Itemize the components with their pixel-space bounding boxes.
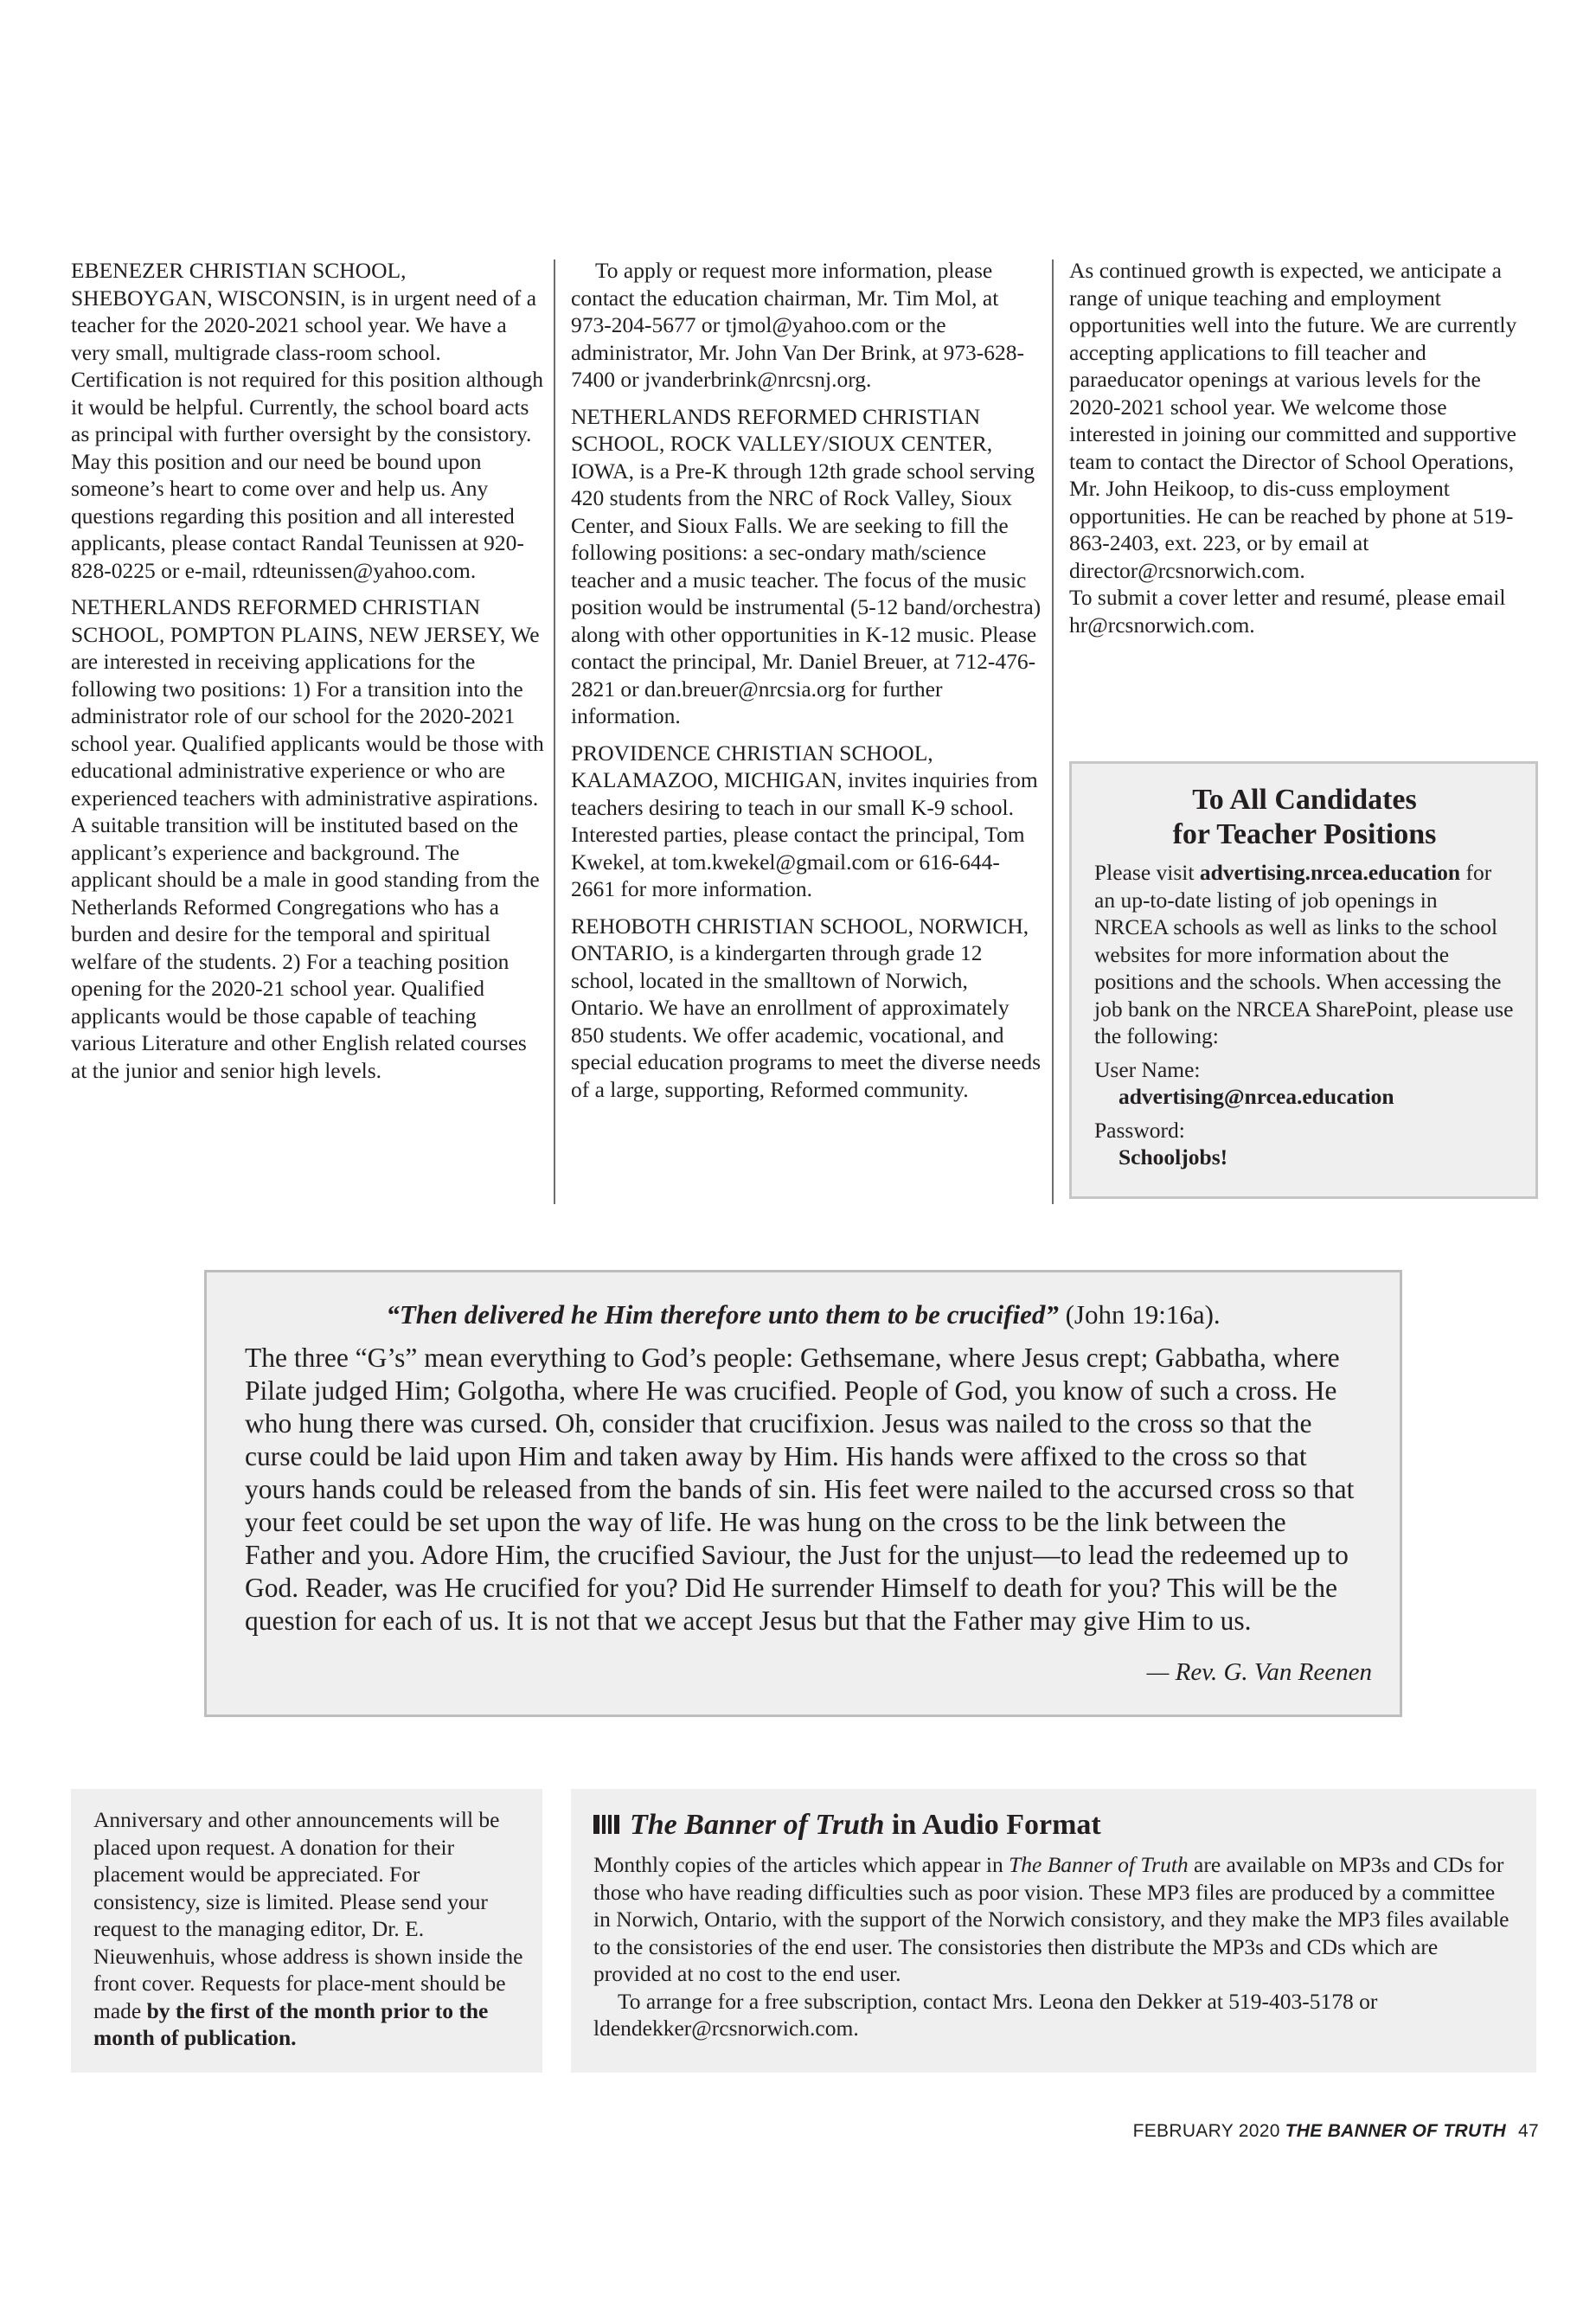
column-divider [554,260,555,1204]
rehoboth-submit: To submit a cover letter and resumé, please email hr@rcsnorwich.com. [1069,585,1506,638]
job-site-link[interactable]: advertising.nrcea.education [1199,860,1461,885]
audio-bars-icon [593,1808,619,1843]
username-value: advertising@nrcea.education [1118,1084,1394,1109]
teacher-candidates-box [1069,761,1538,1199]
page-footer [1133,2121,1539,2142]
column-1 [71,257,545,1093]
ad-pompton-plains: NETHERLANDS REFORMED CHRISTIAN SCHOOL, POMPTON PLAINS, NEW JERSEY, We are interested in receiving applications for the following two positions: 1) For a transition into the administrator role of our school for the 2020-2021 school year. Qualified applicants would be those with educational administrative experience or who are experienced teachers with administrative aspirations. A suitable transition will be instituted based on the applicant’s experience and background. The applicant should be a male in good standing from the Netherlands Reformed Congregations who has a burden and desire for the temporal and spiritual welfare of the students. 2) For a teaching position opening for the 2020-21 school year. Qualified applicants would be those capable of teaching various Literature and other English related courses at the junior and senior high levels. [71,594,544,1083]
ad-ebenezer: EBENEZER CHRISTIAN SCHOOL, SHEBOYGAN, WISCONSIN, is in urgent need of a teacher for the 2020-2021 school year. We have a very small, multigrade class-room school. Certification is not required for this position although it would be helpful. Currently, the school board acts as principal with further oversight by the consistory. May this position and our need be bound upon someone’s heart to come over and help us. Any questions regarding this position and all interested applicants, please contact Randal Teunissen at 920-828-0225 or e-mail, rdteunissen@yahoo.com. [71,258,544,583]
username-label: User Name: [1094,1056,1201,1082]
ad-providence: PROVIDENCE CHRISTIAN SCHOOL, KALAMAZOO, MICHIGAN, invites inquiries from teachers desiring to teach in our small K-9 school. Interested parties, please contact the principal, Tom Kwekel, at tom.kwekel@gmail.com or 616-644-2661 for more information. [571,740,1038,901]
candidates-title: To All Candidates for Teacher Positions [1172,784,1437,850]
column-3 [1069,257,1536,648]
meditation-attribution: — Rev. G. Van Reenen [1146,1658,1372,1686]
announcements-deadline: by the first of the month prior to the month of publication. [93,1997,489,2050]
scripture-verse: “Then delivered he Him therefore unto them to be crucified” [386,1299,1059,1330]
rehoboth-continued: As continued growth is expected, we anticipate a range of unique teaching and employment opportunities well into the future. We are currently accepting applications to fill teacher and paraeducator openings at various levels for the 2020-2021 school year. We welcome those interested in joining our committed and supportive team to contact the Director of School Operations, Mr. John Heikoop, to dis-cuss employment opportunities. He can be reached by phone at 519-863-2403, ext. 223, or by email at director@rcsnorwich.com. [1069,258,1517,583]
audio-format-box [571,1789,1536,2073]
scripture-reference: (John 19:16a). [1058,1299,1221,1330]
password-label: Password: [1094,1117,1185,1143]
meditation-heading [236,1298,1370,1331]
announcements-box [71,1789,542,2073]
announcements-text: Anniversary and other announcements will be placed upon request. A donation for their placement would be appreciated. For consistency, size is limited. Please send your request to the managing editor, Dr. E. Nieuwenhuis, whose address is shown inside the front cover. Requests for place-ment should be made [93,1807,523,2023]
meditation-box [204,1270,1402,1717]
audio-title: The Banner of Truth in Audio Format [593,1808,1514,1843]
candidates-intro: Please visit advertising.nrcea.education for an up-to-date listing of job openings in NRCEA schools as well as links to the school websites for more information about the positions and the schools. When accessing the job bank on the NRCEA SharePoint, please use the following: [1094,860,1514,1048]
page-number: 47 [1518,2121,1539,2141]
column-divider [1052,260,1054,1204]
publication-name: THE BANNER OF TRUTH [1285,2121,1507,2141]
meditation-body: The three “G’s” mean everything to God’s people: Gethsemane, where Jesus crept; Gabbatha, where Pilate judged Him; Golgotha, where He was crucified. People of God, you know of such a cross. He who hung there was cursed. Oh, consider that crucifixion. Jesus was nailed to the cross so that the curse could be laid upon Him and taken away by Him. His hands were affixed to the cross so that yours hands could be released from the bands of sin. His feet were nailed to the accursed cross so that your feet could be set upon the way of life. He was hung on the cross to be the link between the Father and you. Adore Him, the crucified Saviour, the Just for the unjust—to lead the redeemed up to God. Reader, was He crucified for you? Did He surrender Himself to death for you? This will be the question for each of us. It is not that we accept Jesus but that the Father may give Him to us. [245,1343,1355,1636]
ad-rehoboth: REHOBOTH CHRISTIAN SCHOOL, NORWICH, ONTARIO, is a kindergarten through grade 12 school, located in the smalltown of Norwich, Ontario. We have an enrollment of approximately 850 students. We offer academic, vocational, and special education programs to meet the diverse needs of a large, supporting, Reformed community. [571,913,1042,1102]
password-value: Schooljobs! [1118,1144,1228,1170]
ad-rock-valley: NETHERLANDS REFORMED CHRISTIAN SCHOOL, ROCK VALLEY/SIOUX CENTER, IOWA, is a Pre-K through 12th grade school serving 420 students from the NRC of Rock Valley, Sioux Center, and Sioux Falls. We are seeking to fill the following positions: a sec-ondary math/science teacher and a music teacher. The focus of the music position would be instrumental (5-12 band/orchestra) along with other opportunities in K-12 music. Please contact the principal, Mr. Daniel Breuer, at 712-476-2821 or dan.breuer@nrcsia.org for further information. [571,403,1042,728]
apply-info: To apply or request more information, please contact the education chairman, Mr. Tim Mol, at 973-204-5677 or tjmol@yahoo.com or the administrator, Mr. John Van Der Brink, at 973-628-7400 or jvanderbrink@nrcsnj.org. [571,258,1025,392]
audio-paragraph-2: To arrange for a free subscription, contact Mrs. Leona den Dekker at 519-403-5178 or ldendekker@rcsnorwich.com. [593,1988,1378,2041]
audio-paragraph-1: Monthly copies of the articles which appear in The Banner of Truth are available on MP3s and CDs for those who have reading difficulties such as poor vision. These MP3 files are produced by a committee in Norwich, Ontario, with the support of the Norwich consistory, and they make the MP3 files available to the consistories of the end user. The consistories then distribute the MP3s and CDs which are provided at no cost to the end user. [593,1852,1509,1986]
issue-date: FEBRUARY 2020 [1132,2121,1280,2141]
column-2 [571,257,1043,1112]
